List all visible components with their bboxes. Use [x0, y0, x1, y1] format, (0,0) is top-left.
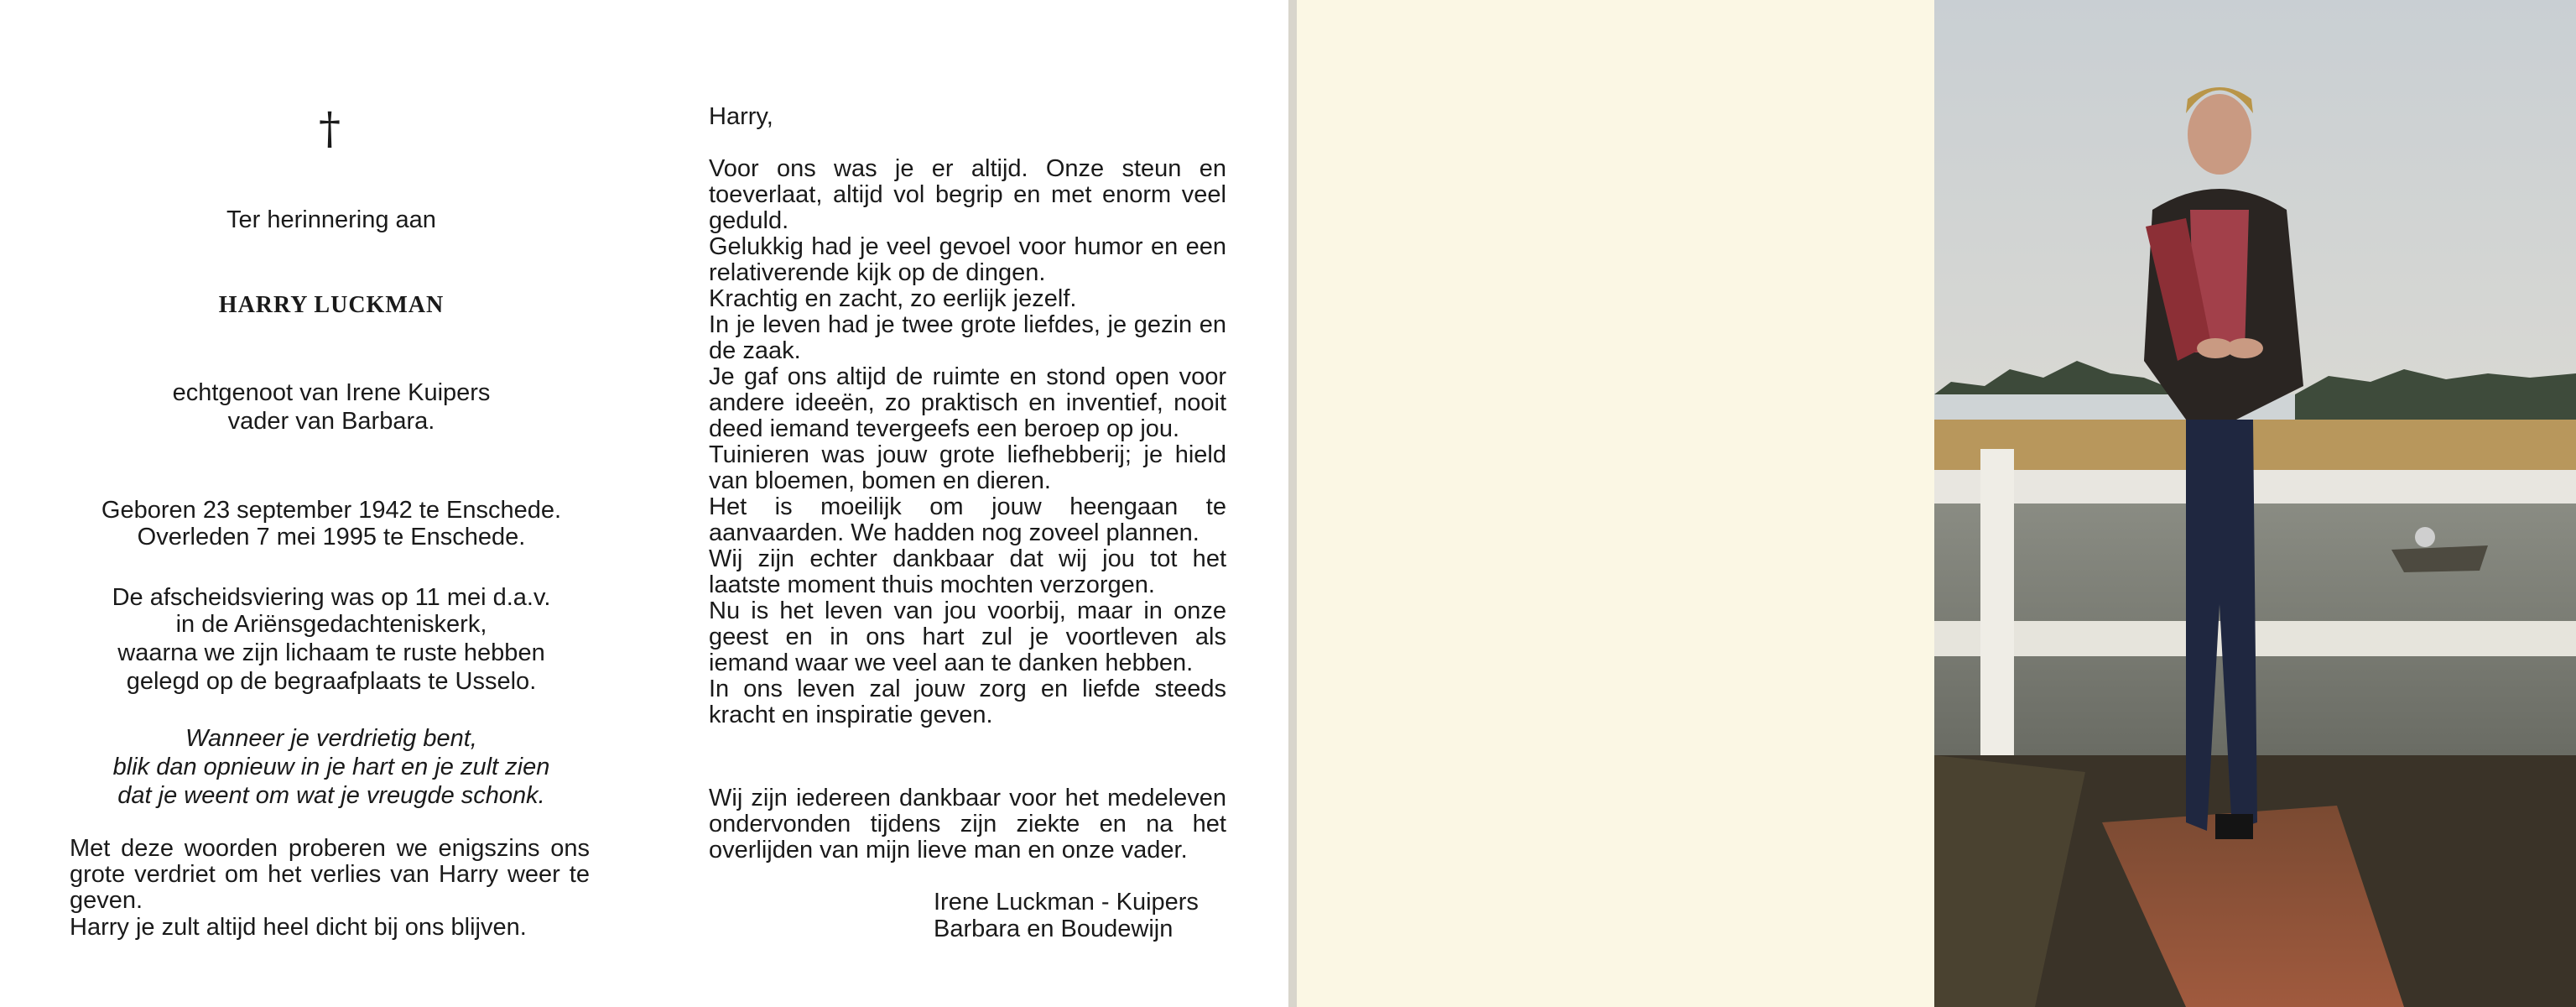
photo-illustration — [1934, 0, 2576, 1007]
in-memory-label: Ter herinnering aan — [226, 206, 436, 233]
letter-paragraph: Gelukkig had je veel gevoel voor humor en een relativerende kijk op de dingen. — [709, 233, 1226, 286]
poem-line: dat je weent om wat je vreugde schonk. — [117, 782, 545, 809]
letter-salutation: Harry, — [709, 103, 773, 130]
letter-paragraph: In je leven had je twee grote liefdes, je gezin en de zaak. — [709, 311, 1226, 364]
closing-paragraph: Met deze woorden proberen we enigszins ons grote verdriet om het verlies van Harry weer te geven. — [70, 835, 590, 914]
blank-cream-panel — [1297, 0, 1934, 1007]
farewell-line: De afscheidsviering was op 11 mei d.a.v. — [112, 584, 551, 611]
birth-line: Geboren 23 september 1942 te Enschede. — [101, 497, 562, 524]
farewell-line: gelegd op de begraafplaats te Usselo. — [126, 668, 537, 695]
letter-paragraph: Nu is het leven van jou voorbij, maar in onze geest en in ons hart zul je voortleven als iemand waar we veel aan te danken hebben. — [709, 597, 1226, 676]
letter-paragraph: Tuinieren was jouw grote liefhebberij; je hield van bloemen, bomen en dieren. — [709, 441, 1226, 494]
cross-icon: † — [319, 104, 341, 154]
deceased-name: HARRY LUCKMAN — [218, 292, 445, 318]
letter-paragraph: In ons leven zal jouw zorg en liefde steeds kracht en inspiratie geven. — [709, 676, 1226, 728]
relation-spouse: echtgenoot van Irene Kuipers — [172, 379, 491, 406]
signature-line: Barbara en Boudewijn — [934, 916, 1174, 942]
farewell-line: in de Ariënsgedachteniskerk, — [175, 611, 487, 638]
card-fold — [1288, 0, 1297, 1007]
letter-body — [709, 156, 1226, 728]
poem-line: blik dan opnieuw in je hart en je zult zien — [112, 754, 550, 780]
death-line: Overleden 7 mei 1995 te Enschede. — [137, 524, 526, 550]
letter-paragraph: Voor ons was je er altijd. Onze steun en toeverlaat, altijd vol begrip en met enorm veel geduld. — [709, 155, 1226, 234]
poem-line: Wanneer je verdrietig bent, — [185, 725, 477, 752]
farewell-line: waarna we zijn lichaam te ruste hebben — [117, 639, 545, 666]
letter-paragraph: Je gaf ons altijd de ruimte en stond open voor andere ideeën, zo praktisch en inventief, nooit deed iemand tevergeefs een beroep op jou. — [709, 363, 1226, 442]
relation-father: vader van Barbara. — [227, 408, 435, 435]
portrait-photo — [1934, 0, 2576, 1007]
letter-paragraph: Krachtig en zacht, zo eerlijk jezelf. — [709, 285, 1077, 312]
letter-paragraph: Het is moeilijk om jouw heengaan te aanvaarden. We hadden nog zoveel plannen. — [709, 493, 1226, 546]
closing-last-line: Harry je zult altijd heel dicht bij ons blijven. — [70, 914, 527, 941]
letter-paragraph: Wij zijn echter dankbaar dat wij jou tot het laatste moment thuis mochten verzorgen. — [709, 545, 1226, 598]
letter-thanks: Wij zijn iedereen dankbaar voor het medeleven ondervonden tijdens zijn ziekte en na het overlijden van mijn lieve man en onze vader. — [709, 785, 1226, 864]
signature-line: Irene Luckman - Kuipers — [934, 889, 1199, 916]
